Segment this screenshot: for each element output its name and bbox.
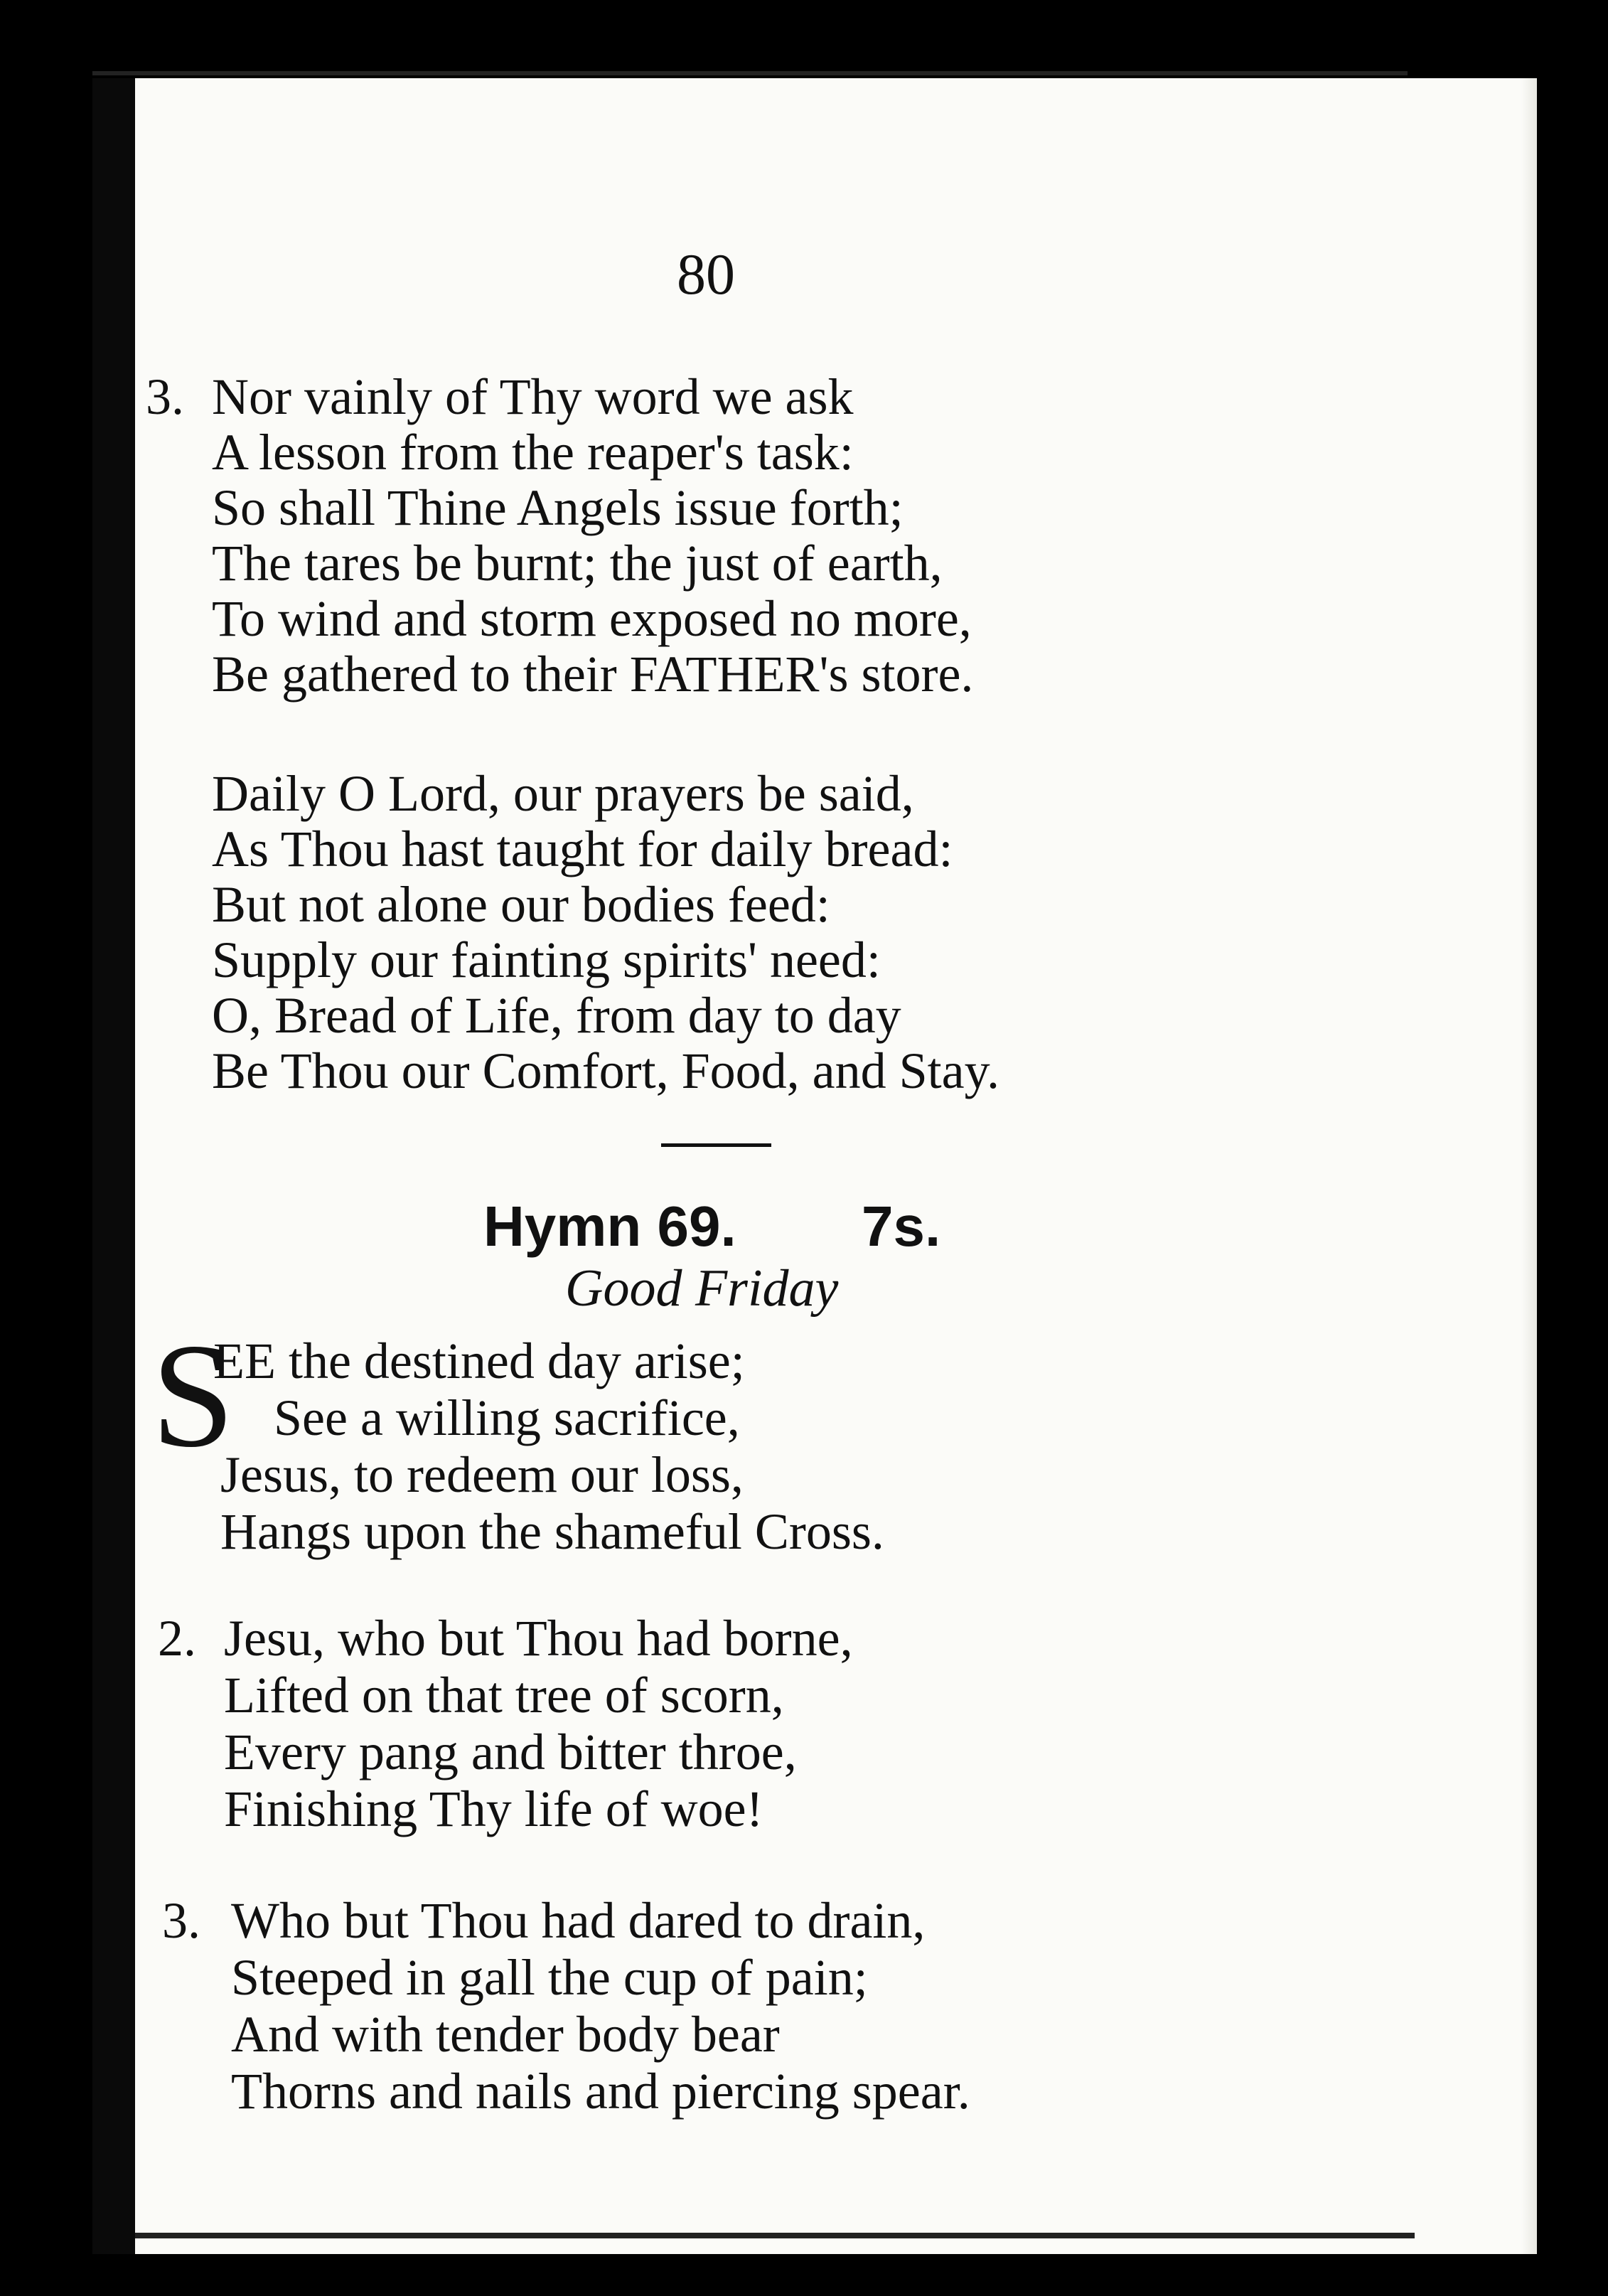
verse-line: Supply our fainting spirits' need: — [212, 931, 881, 988]
verse-line: Nor vainly of Thy word we ask — [212, 368, 854, 425]
verse-line: But not alone our bodies feed: — [212, 876, 830, 933]
page-right-edge — [1521, 78, 1537, 2254]
verse-line: Be Thou our Comfort, Food, and Stay. — [212, 1042, 999, 1099]
verse-line: O, Bread of Life, from day to day — [212, 987, 901, 1044]
verse-line: The tares be burnt; the just of earth, — [212, 535, 943, 592]
verse-line: Lifted on that tree of scorn, — [224, 1667, 784, 1724]
verse-line: See a willing sacrifice, — [274, 1389, 740, 1446]
book-spine-shadow — [92, 78, 135, 2254]
verse-line: So shall Thine Angels issue forth; — [212, 479, 904, 536]
top-edge-line — [92, 71, 1408, 75]
verse-line: Jesus, to redeem our loss, — [220, 1446, 744, 1503]
verse-number: 3. — [162, 1892, 200, 1949]
page-number: 80 — [677, 242, 735, 306]
verse-number: 3. — [146, 368, 184, 425]
verse-line: Jesu, who but Thou had borne, — [224, 1610, 853, 1667]
bottom-edge-line — [135, 2233, 1415, 2238]
verse-line: EE the destined day arise; — [213, 1333, 745, 1389]
verse-line: Hangs upon the shameful Cross. — [220, 1503, 884, 1560]
hymn-occasion: Good Friday — [565, 1259, 839, 1318]
verse-line: And with tender body bear — [231, 2006, 780, 2063]
verse-line: Every pang and bitter throe, — [224, 1724, 797, 1780]
verse-line: Thorns and nails and piercing spear. — [231, 2063, 970, 2120]
verse-line: Finishing Thy life of woe! — [224, 1780, 763, 1837]
section-divider — [661, 1143, 771, 1147]
verse-line: Be gathered to their FATHER's store. — [212, 646, 974, 703]
hymn-title: Hymn 69. — [483, 1195, 736, 1258]
verse-line: Who but Thou had dared to drain, — [231, 1892, 926, 1949]
verse-number: 2. — [158, 1610, 196, 1667]
verse-line: As Thou hast taught for daily bread: — [212, 821, 953, 877]
verse-line: A lesson from the reaper's task: — [212, 424, 854, 481]
verse-line: Steeped in gall the cup of pain; — [231, 1949, 868, 2006]
verse-line: Daily O Lord, our prayers be said, — [212, 765, 914, 822]
verse-line: To wind and storm exposed no more, — [212, 590, 972, 647]
drop-cap: S — [151, 1313, 235, 1478]
hymn-meter: 7s. — [862, 1195, 941, 1258]
